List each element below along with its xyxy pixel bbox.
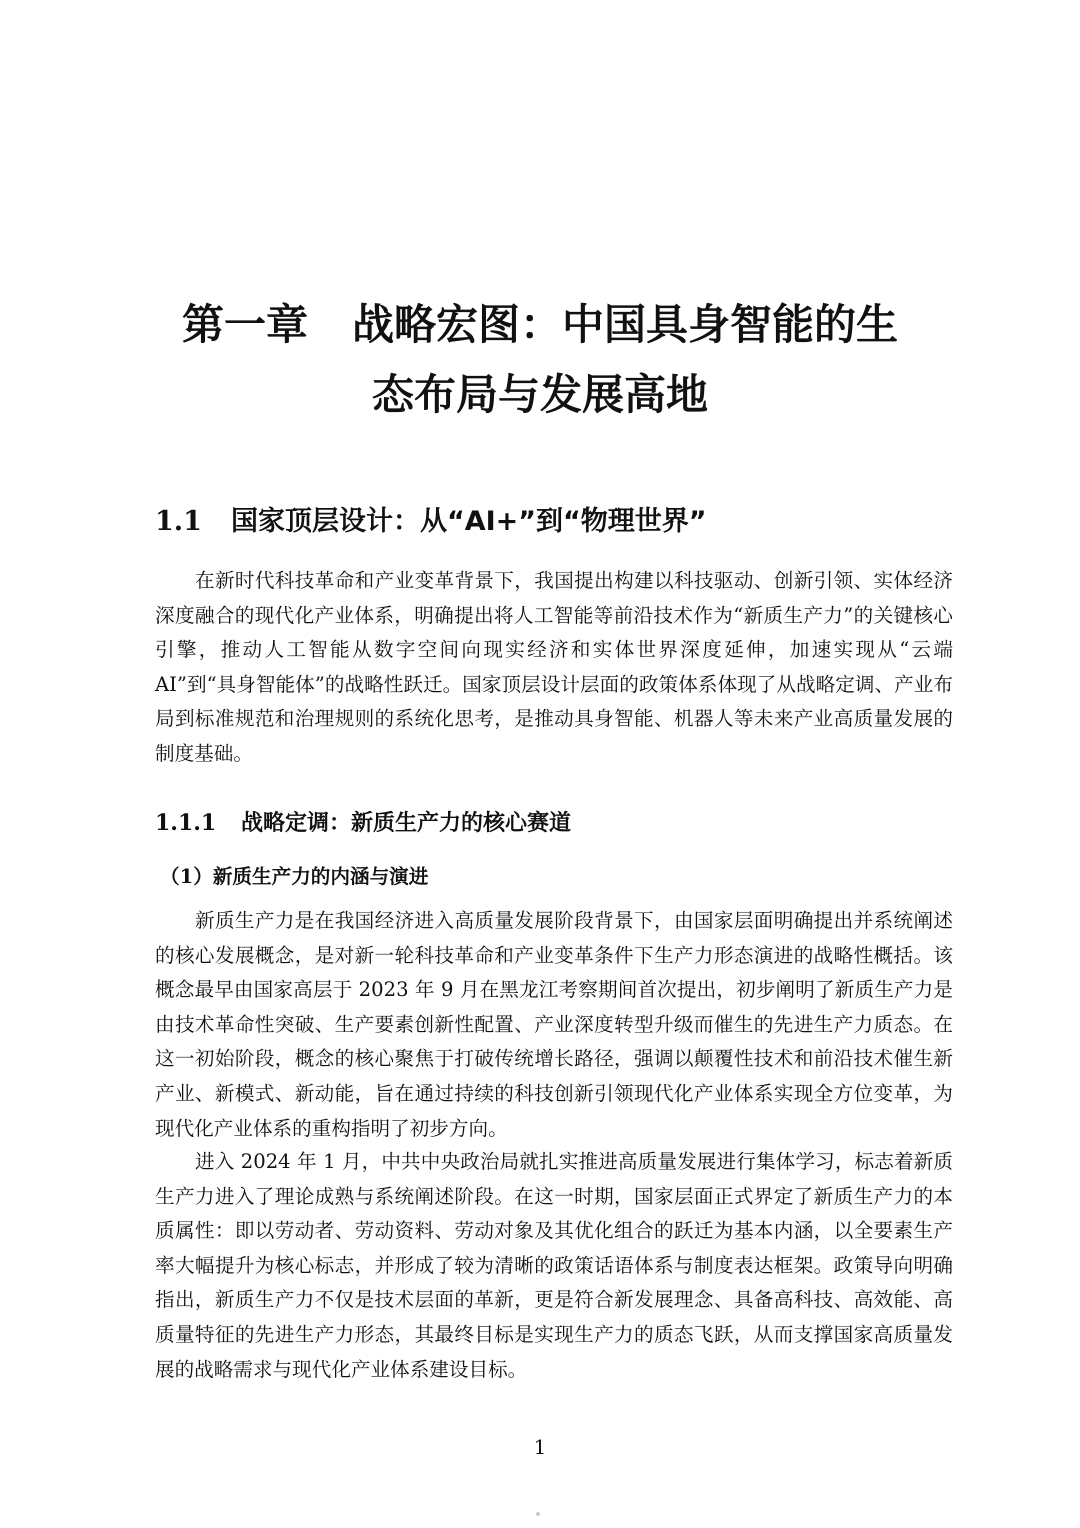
- page-number: 1: [533, 1435, 547, 1459]
- section-heading-1-1-1: [155, 803, 571, 844]
- subsection-title: 战略定调：新质生产力的核心赛道: [241, 811, 572, 836]
- page-indicator-dot: [536, 1512, 540, 1516]
- chapter-label: 第一章: [181, 300, 308, 349]
- chapter-title-line-1: [0, 290, 1080, 360]
- section-number: 1.1: [155, 506, 202, 537]
- subsection-number: 1.1.1: [155, 810, 217, 836]
- chapter-title-text-1: 战略宏图：中国具身智能的生: [352, 300, 899, 349]
- sub-subsection-heading: （1）新质生产力的内涵与演进: [160, 865, 429, 888]
- section-heading-1-1: [155, 500, 707, 544]
- body-paragraph-1: 新质生产力是在我国经济进入高质量发展阶段背景下，由国家层面明确提出并系统阐述的核心发展概念，是对新一轮科技革命和产业变革条件下生产力形态演进的战略性概括。该概念最早由国家高层于 2023 年 9 月在黑龙江考察期间首次提出，初步阐明了新质生产力是由技术革命性突破、生产要素创新性配置、产业深度转型升级而催生的先进生产力质态。在这一初始阶段，概念的核心聚焦于打破传统增长路径，强调以颠覆性技术和前沿技术催生新产业、新模式、新动能，旨在通过持续的科技创新引领现代化产业体系实现全方位变革，为现代化产业体系的重构指明了初步方向。: [155, 909, 953, 1140]
- body-paragraph-2: 进入 2024 年 1 月，中共中央政治局就扎实推进高质量发展进行集体学习，标志着新质生产力进入了理论成熟与系统阐述阶段。在这一时期，国家层面正式界定了新质生产力的本质属性：即以劳动者、劳动资料、劳动对象及其优化组合的跃迁为基本内涵，以全要素生产率大幅提升为核心标志，并形成了较为清晰的政策话语体系与制度表达框架。政策导向明确指出，新质生产力不仅是技术层面的革新，更是符合新发展理念、具备高科技、高效能、高质量特征的先进生产力形态，其最终目标是实现生产力的质态飞跃，从而支撑国家高质量发展的战略需求与现代化产业体系建设目标。: [155, 1150, 953, 1381]
- section-title: 国家顶层设计：从“AI+”到“物理世界”: [231, 506, 707, 537]
- chapter-title-line-2: 态布局与发展高地: [371, 370, 708, 419]
- chapter-title: [0, 290, 1080, 430]
- section-intro-paragraph: 在新时代科技革命和产业变革背景下，我国提出构建以科技驱动、创新引领、实体经济深度融合的现代化产业体系，明确提出将人工智能等前沿技术作为“新质生产力”的关键核心引擎，推动人工智能从数字空间向现实经济和实体世界深度延伸，加速实现从“云端 AI”到“具身智能体”的战略性跃迁。国家顶层设计层面的政策体系体现了从战略定调、产业布局到标准规范和治理规则的系统化思考，是推动具身智能、机器人等未来产业高质量发展的制度基础。: [155, 569, 953, 765]
